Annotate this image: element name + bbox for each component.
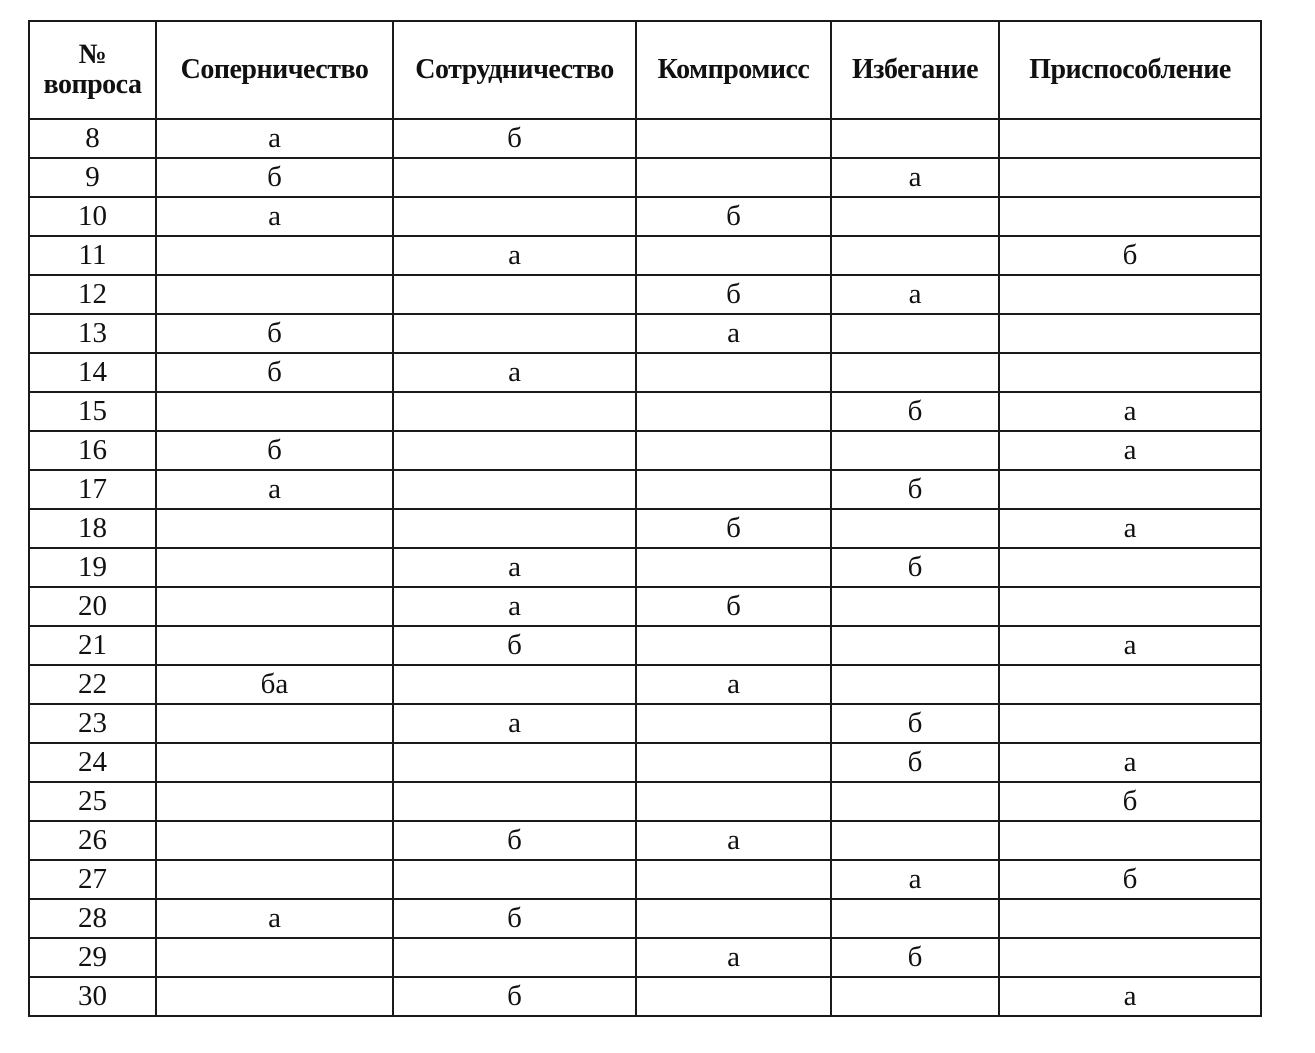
header-avoidance: Избегание (831, 21, 999, 119)
answer-cell-collaboration: а (393, 587, 636, 626)
answer-cell-competition (156, 860, 393, 899)
answer-cell-collaboration: а (393, 236, 636, 275)
answer-cell-compromise (636, 431, 831, 470)
table-row (29, 977, 1261, 1016)
table-row (29, 704, 1261, 743)
table-row (29, 743, 1261, 782)
answer-cell-accommodation (999, 899, 1261, 938)
answer-cell-compromise: б (636, 197, 831, 236)
question-number-cell: 15 (29, 392, 156, 431)
answer-cell-compromise (636, 782, 831, 821)
question-number-cell: 25 (29, 782, 156, 821)
answer-cell-collaboration (393, 197, 636, 236)
table-row (29, 158, 1261, 197)
answer-cell-avoidance (831, 626, 999, 665)
header-compromise: Компромисс (636, 21, 831, 119)
answer-cell-competition (156, 782, 393, 821)
answer-cell-competition: б (156, 158, 393, 197)
answer-cell-compromise (636, 119, 831, 158)
answer-cell-collaboration (393, 158, 636, 197)
question-number-cell: 11 (29, 236, 156, 275)
answer-cell-compromise: а (636, 821, 831, 860)
table-row (29, 626, 1261, 665)
question-number-cell: 23 (29, 704, 156, 743)
answer-cell-accommodation (999, 470, 1261, 509)
answer-cell-accommodation: а (999, 431, 1261, 470)
answer-cell-accommodation: б (999, 860, 1261, 899)
table-row (29, 314, 1261, 353)
answer-cell-accommodation (999, 119, 1261, 158)
question-number-cell: 8 (29, 119, 156, 158)
answer-cell-collaboration (393, 860, 636, 899)
answer-cell-avoidance: а (831, 158, 999, 197)
table-row (29, 275, 1261, 314)
answer-cell-competition (156, 509, 393, 548)
answer-cell-compromise (636, 158, 831, 197)
answer-cell-collaboration (393, 509, 636, 548)
answer-cell-compromise (636, 392, 831, 431)
answer-cell-avoidance: б (831, 938, 999, 977)
answer-cell-accommodation (999, 158, 1261, 197)
answer-cell-avoidance (831, 977, 999, 1016)
question-number-cell: 17 (29, 470, 156, 509)
question-number-cell: 22 (29, 665, 156, 704)
answer-cell-competition: а (156, 197, 393, 236)
answer-cell-compromise (636, 899, 831, 938)
question-number-cell: 24 (29, 743, 156, 782)
answer-cell-collaboration: а (393, 353, 636, 392)
answer-cell-compromise: а (636, 938, 831, 977)
table-row (29, 119, 1261, 158)
answer-cell-avoidance (831, 899, 999, 938)
answer-cell-avoidance: а (831, 275, 999, 314)
answer-cell-collaboration (393, 782, 636, 821)
table-row (29, 392, 1261, 431)
table-row (29, 236, 1261, 275)
answer-cell-competition (156, 938, 393, 977)
answer-cell-collaboration (393, 665, 636, 704)
answer-cell-avoidance (831, 587, 999, 626)
answer-cell-competition (156, 548, 393, 587)
answer-cell-compromise: а (636, 665, 831, 704)
question-number-cell: 9 (29, 158, 156, 197)
answer-cell-competition (156, 743, 393, 782)
answer-cell-competition: а (156, 470, 393, 509)
answer-cell-accommodation (999, 197, 1261, 236)
answer-cell-avoidance (831, 821, 999, 860)
question-number-cell: 16 (29, 431, 156, 470)
answer-cell-collaboration (393, 392, 636, 431)
question-number-cell: 18 (29, 509, 156, 548)
answer-cell-compromise (636, 470, 831, 509)
answer-key-table (28, 20, 1262, 1017)
answer-cell-competition (156, 392, 393, 431)
question-number-cell: 12 (29, 275, 156, 314)
answer-cell-compromise (636, 743, 831, 782)
answer-cell-compromise (636, 977, 831, 1016)
answer-cell-collaboration: а (393, 548, 636, 587)
answer-cell-compromise (636, 548, 831, 587)
answer-cell-accommodation (999, 548, 1261, 587)
answer-cell-compromise (636, 626, 831, 665)
answer-cell-collaboration (393, 938, 636, 977)
answer-cell-avoidance: б (831, 743, 999, 782)
answer-cell-accommodation (999, 704, 1261, 743)
answer-cell-competition (156, 704, 393, 743)
answer-cell-compromise: а (636, 314, 831, 353)
answer-cell-accommodation: а (999, 392, 1261, 431)
answer-cell-collaboration: б (393, 899, 636, 938)
header-competition: Соперничество (156, 21, 393, 119)
table-row (29, 548, 1261, 587)
answer-cell-avoidance (831, 665, 999, 704)
answer-cell-avoidance (831, 197, 999, 236)
table-header (29, 21, 1261, 119)
question-number-cell: 30 (29, 977, 156, 1016)
answer-cell-accommodation: б (999, 236, 1261, 275)
answer-cell-competition: б (156, 431, 393, 470)
answer-cell-compromise (636, 353, 831, 392)
answer-cell-avoidance (831, 236, 999, 275)
answer-cell-compromise: б (636, 509, 831, 548)
answer-cell-competition: б (156, 353, 393, 392)
answer-cell-avoidance (831, 314, 999, 353)
table-row (29, 821, 1261, 860)
answer-cell-competition: а (156, 899, 393, 938)
question-number-cell: 29 (29, 938, 156, 977)
answer-cell-competition: б (156, 314, 393, 353)
answer-cell-accommodation (999, 665, 1261, 704)
question-number-cell: 28 (29, 899, 156, 938)
question-number-cell: 20 (29, 587, 156, 626)
table-row (29, 509, 1261, 548)
table-row (29, 860, 1261, 899)
answer-cell-avoidance (831, 353, 999, 392)
answer-cell-collaboration: б (393, 821, 636, 860)
answer-cell-avoidance: а (831, 860, 999, 899)
answer-cell-accommodation (999, 275, 1261, 314)
table-row (29, 470, 1261, 509)
answer-cell-collaboration: б (393, 119, 636, 158)
answer-cell-compromise: б (636, 587, 831, 626)
answer-cell-accommodation (999, 353, 1261, 392)
answer-cell-compromise (636, 860, 831, 899)
table-row (29, 587, 1261, 626)
answer-cell-competition (156, 821, 393, 860)
table-row (29, 197, 1261, 236)
answer-cell-competition (156, 587, 393, 626)
answer-cell-competition (156, 275, 393, 314)
answer-cell-compromise (636, 236, 831, 275)
header-number-sign: № (78, 39, 107, 70)
table-row (29, 665, 1261, 704)
answer-cell-competition: а (156, 119, 393, 158)
answer-cell-collaboration (393, 431, 636, 470)
answer-cell-compromise (636, 704, 831, 743)
table-row (29, 938, 1261, 977)
answer-cell-collaboration: б (393, 626, 636, 665)
answer-cell-accommodation: а (999, 743, 1261, 782)
answer-cell-accommodation: б (999, 782, 1261, 821)
header-collaboration: Сотрудничество (393, 21, 636, 119)
answer-cell-avoidance (831, 509, 999, 548)
answer-cell-competition (156, 236, 393, 275)
answer-cell-avoidance (831, 119, 999, 158)
answer-cell-avoidance: б (831, 704, 999, 743)
table-row (29, 899, 1261, 938)
answer-cell-accommodation: а (999, 626, 1261, 665)
answer-cell-avoidance (831, 782, 999, 821)
answer-cell-avoidance: б (831, 392, 999, 431)
table-body (29, 119, 1261, 1016)
answer-cell-competition (156, 626, 393, 665)
answer-cell-accommodation (999, 587, 1261, 626)
question-number-cell: 26 (29, 821, 156, 860)
answer-cell-collaboration (393, 275, 636, 314)
answer-cell-accommodation (999, 314, 1261, 353)
answer-cell-accommodation: а (999, 977, 1261, 1016)
answer-cell-avoidance (831, 431, 999, 470)
answer-cell-accommodation (999, 938, 1261, 977)
header-question-word: вопроса (43, 69, 142, 100)
answer-cell-avoidance: б (831, 548, 999, 587)
table-row (29, 782, 1261, 821)
table-row (29, 431, 1261, 470)
question-number-cell: 19 (29, 548, 156, 587)
answer-cell-collaboration: а (393, 704, 636, 743)
question-number-cell: 10 (29, 197, 156, 236)
answer-cell-collaboration (393, 470, 636, 509)
table-row (29, 353, 1261, 392)
answer-cell-accommodation: а (999, 509, 1261, 548)
answer-cell-collaboration (393, 314, 636, 353)
header-accommodation: Приспособление (999, 21, 1261, 119)
answer-cell-collaboration: б (393, 977, 636, 1016)
header-question-number (29, 21, 156, 119)
answer-cell-compromise: б (636, 275, 831, 314)
answer-cell-competition (156, 977, 393, 1016)
answer-cell-collaboration (393, 743, 636, 782)
answer-cell-competition: ба (156, 665, 393, 704)
question-number-cell: 27 (29, 860, 156, 899)
question-number-cell: 14 (29, 353, 156, 392)
header-row (29, 21, 1261, 119)
question-number-cell: 21 (29, 626, 156, 665)
answer-cell-accommodation (999, 821, 1261, 860)
answer-cell-avoidance: б (831, 470, 999, 509)
question-number-cell: 13 (29, 314, 156, 353)
